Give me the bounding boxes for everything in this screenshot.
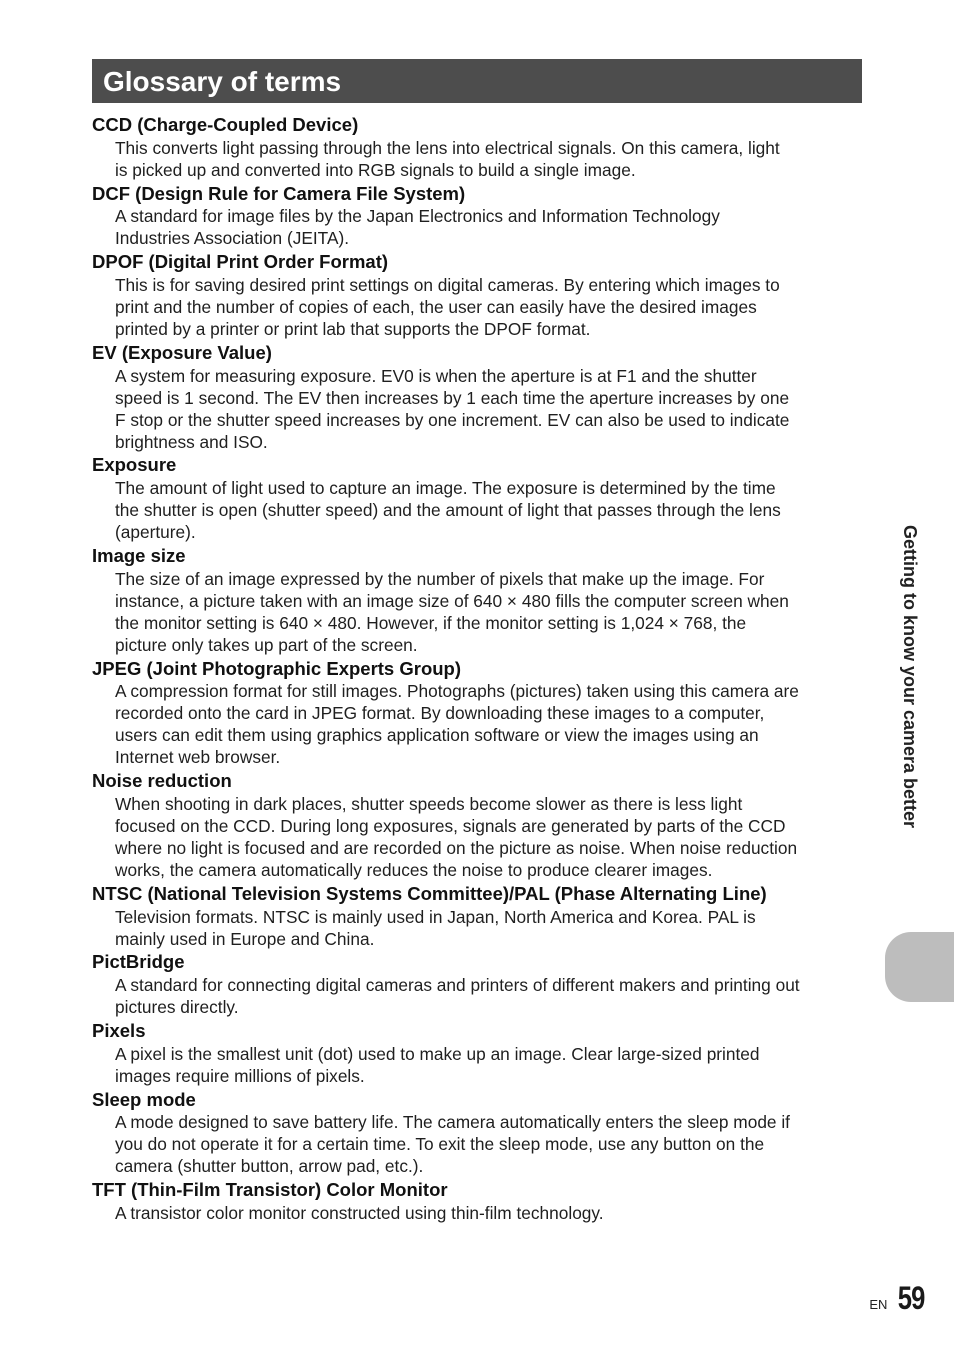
glossary-definition bbox=[115, 205, 862, 249]
glossary-definition bbox=[115, 1043, 862, 1087]
definition-line: The size of an image expressed by the number of pixels that make up the image. For bbox=[115, 568, 765, 589]
definition-line: When shooting in dark places, shutter speeds become slower as there is less light bbox=[115, 793, 743, 814]
glossary-definition bbox=[115, 365, 862, 453]
definition-line: is picked up and converted into RGB signals to build a single image. bbox=[115, 159, 636, 180]
page-title: Glossary of terms bbox=[103, 66, 342, 97]
page-footer bbox=[869, 1280, 925, 1317]
definition-line: where no light is focused and are recorded on the picture as noise. When noise reduction bbox=[115, 837, 798, 858]
glossary-definition bbox=[115, 137, 862, 181]
definition-line: A system for measuring exposure. EV0 is when the aperture is at F1 and the shutter bbox=[115, 365, 757, 386]
glossary-term: DPOF (Digital Print Order Format) bbox=[92, 251, 389, 273]
glossary-term: EV (Exposure Value) bbox=[92, 341, 272, 363]
glossary-definition bbox=[115, 477, 862, 543]
definition-line: F stop or the shutter speed increases by one increment. EV can also be used to indicate bbox=[115, 409, 790, 430]
definition-line: A standard for connecting digital cameras and printers of different makers and printing out bbox=[115, 975, 800, 996]
glossary-entry bbox=[92, 251, 862, 340]
glossary-entry bbox=[92, 1089, 862, 1178]
glossary-entry bbox=[92, 114, 862, 181]
definition-line: printed by a printer or print lab that supports the DPOF format. bbox=[115, 318, 591, 339]
definition-line: Industries Association (JEITA). bbox=[115, 228, 350, 249]
title-bar bbox=[92, 59, 862, 103]
definition-line: A pixel is the smallest unit (dot) used to make up an image. Clear large-sized printed bbox=[115, 1043, 760, 1064]
definition-line: users can edit them using graphics application software or view the images using an bbox=[115, 725, 759, 746]
definition-line: the shutter is open (shutter speed) and the amount of light that passes through the lens bbox=[115, 500, 781, 521]
glossary-definition bbox=[115, 274, 862, 340]
glossary-entry bbox=[92, 342, 862, 453]
glossary-entry bbox=[92, 658, 862, 769]
glossary-definition bbox=[115, 568, 862, 656]
definition-line: A mode designed to save battery life. The camera automatically enters the sleep mode if bbox=[115, 1112, 790, 1133]
definition-line: (aperture). bbox=[115, 522, 196, 543]
definition-line: speed is 1 second. The EV then increases by 1 each time the aperture increases by one bbox=[115, 387, 790, 408]
section-side-label: Getting to know your camera better bbox=[900, 525, 920, 829]
definition-line: Internet web browser. bbox=[115, 747, 281, 768]
definition-line: Television formats. NTSC is mainly used in Japan, North America and Korea. PAL is bbox=[115, 906, 756, 927]
glossary-term: DCF (Design Rule for Camera File System) bbox=[92, 182, 466, 204]
definition-line: mainly used in Europe and China. bbox=[115, 928, 375, 949]
definition-line: A transistor color monitor constructed using thin-film technology. bbox=[115, 1202, 604, 1223]
definition-line: A compression format for still images. Photographs (pictures) taken using this camera are bbox=[115, 681, 799, 702]
glossary-definition bbox=[115, 906, 862, 950]
definition-line: pictures directly. bbox=[115, 997, 239, 1018]
glossary-term: Noise reduction bbox=[92, 770, 232, 792]
glossary-term: NTSC (National Television Systems Committee)/PAL (Phase Alternating Line) bbox=[92, 882, 767, 904]
glossary-entry bbox=[92, 545, 862, 656]
glossary-entry bbox=[92, 770, 862, 881]
glossary-entry bbox=[92, 183, 862, 250]
definition-line: the monitor setting is 640 × 480. However, if the monitor setting is 1,024 × 768, the bbox=[115, 612, 747, 633]
glossary-entry bbox=[92, 1020, 862, 1087]
definition-line: A standard for image files by the Japan Electronics and Information Technology bbox=[115, 206, 720, 227]
definition-line: brightness and ISO. bbox=[115, 431, 268, 452]
glossary-definition bbox=[115, 974, 862, 1018]
definition-line: This is for saving desired print settings on digital cameras. By entering which images to bbox=[115, 274, 780, 295]
definition-line: focused on the CCD. During long exposures, signals are generated by parts of the CCD bbox=[115, 815, 786, 836]
glossary-entry bbox=[92, 454, 862, 543]
definition-line: instance, a picture taken with an image size of 640 × 480 fills the computer screen when bbox=[115, 590, 789, 611]
definition-line: images require millions of pixels. bbox=[115, 1065, 365, 1086]
page-number: 59 bbox=[898, 1280, 925, 1316]
glossary-term: Pixels bbox=[92, 1019, 146, 1041]
definition-line: picture only takes up part of the screen. bbox=[115, 634, 418, 655]
glossary-term: CCD (Charge-Coupled Device) bbox=[92, 114, 359, 135]
glossary-definition bbox=[115, 793, 862, 881]
glossary-definition bbox=[115, 680, 862, 768]
glossary-term: Sleep mode bbox=[92, 1088, 196, 1110]
glossary-term: TFT (Thin-Film Transistor) Color Monitor bbox=[92, 1179, 448, 1201]
glossary-term: Image size bbox=[92, 544, 186, 566]
definition-line: This converts light passing through the lens into electrical signals. On this camera, light bbox=[115, 137, 780, 158]
glossary-entry bbox=[92, 883, 862, 950]
definition-line: works, the camera automatically reduces the noise to produce clearer images. bbox=[115, 859, 713, 880]
language-code: EN bbox=[869, 1297, 888, 1312]
definition-line: camera (shutter button, arrow pad, etc.). bbox=[115, 1156, 424, 1177]
glossary-term: Exposure bbox=[92, 454, 177, 476]
definition-line: recorded onto the card in JPEG format. By downloading these images to a computer, bbox=[115, 703, 765, 724]
glossary-term: JPEG (Joint Photographic Experts Group) bbox=[92, 657, 462, 679]
glossary-entry bbox=[92, 951, 862, 1018]
glossary-definition bbox=[115, 1111, 862, 1177]
definition-line: print and the number of copies of each, the user can easily have the desired images bbox=[115, 296, 757, 317]
definition-line: you do not operate it for a certain time. To exit the sleep mode, use any button on the bbox=[115, 1134, 765, 1155]
glossary-definition bbox=[115, 1202, 862, 1224]
section-tab bbox=[885, 932, 954, 1002]
definition-line: The amount of light used to capture an image. The exposure is determined by the time bbox=[115, 478, 776, 499]
glossary-entry bbox=[92, 1179, 862, 1224]
glossary-list bbox=[92, 114, 862, 1226]
glossary-term: PictBridge bbox=[92, 951, 185, 973]
